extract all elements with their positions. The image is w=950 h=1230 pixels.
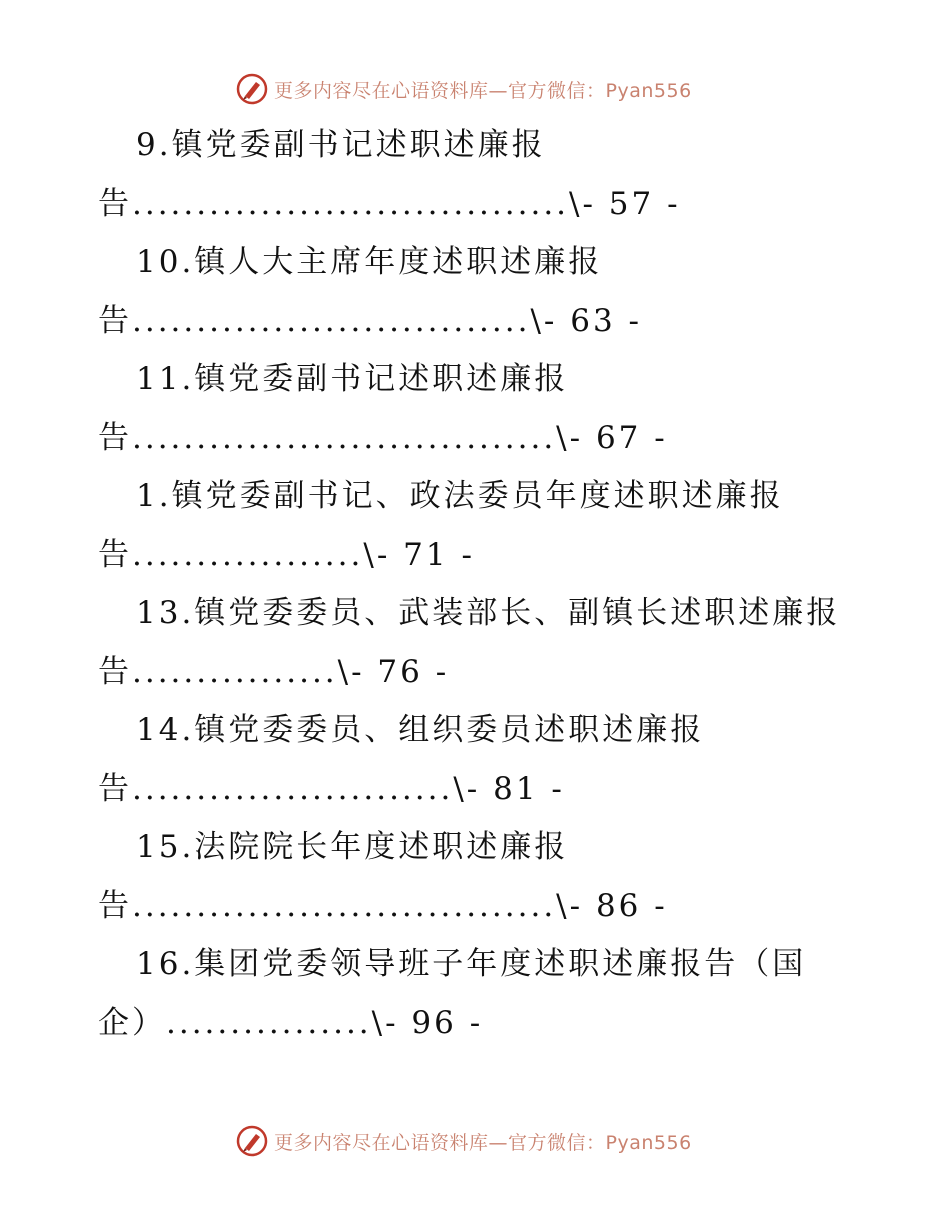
toc-entry-page: 告..................\- 71 - — [98, 537, 475, 573]
watermark-footer — [236, 1124, 692, 1158]
toc-entry-title: 9.镇党委副书记述职述廉报 — [136, 127, 546, 163]
toc-entry-title: 1.镇党委副书记、政法委员年度述职述廉报 — [136, 478, 784, 514]
watermark-text: 更多内容尽在心语资料库—官方微信：Pyan556 — [274, 1131, 692, 1154]
toc-entry-title: 15.法院院长年度述职述廉报 — [136, 829, 569, 865]
toc-entry-title: 16.集团党委领导班子年度述职述廉报告（国 — [136, 946, 807, 982]
toc-entry-title: 10.镇人大主席年度述职述廉报 — [136, 244, 603, 280]
toc-entry-title: 14.镇党委委员、组织委员述职述廉报 — [136, 712, 705, 748]
pen-logo-icon — [236, 1125, 268, 1157]
toc-entry-page: 告...............................\- 63 - — [98, 303, 643, 339]
toc-entry-page: 告.................................\- 67 - — [98, 420, 668, 456]
watermark-text: 更多内容尽在心语资料库—官方微信：Pyan556 — [274, 79, 692, 102]
toc-entry-page: 告.........................\- 81 - — [98, 771, 565, 807]
toc-entry-page: 告.................................\- 86 - — [98, 888, 668, 924]
toc-entry-page: 告..................................\- 57 - — [98, 186, 681, 222]
toc-entry-page: 企）................\- 96 - — [98, 1005, 484, 1041]
watermark-header — [236, 72, 692, 106]
pen-logo-icon — [236, 73, 268, 105]
toc-entry-title: 11.镇党委副书记述职述廉报 — [136, 361, 569, 397]
toc-entry-title: 13.镇党委委员、武装部长、副镇长述职述廉报 — [136, 595, 841, 631]
toc-entry-page: 告................\- 76 - — [98, 654, 450, 690]
